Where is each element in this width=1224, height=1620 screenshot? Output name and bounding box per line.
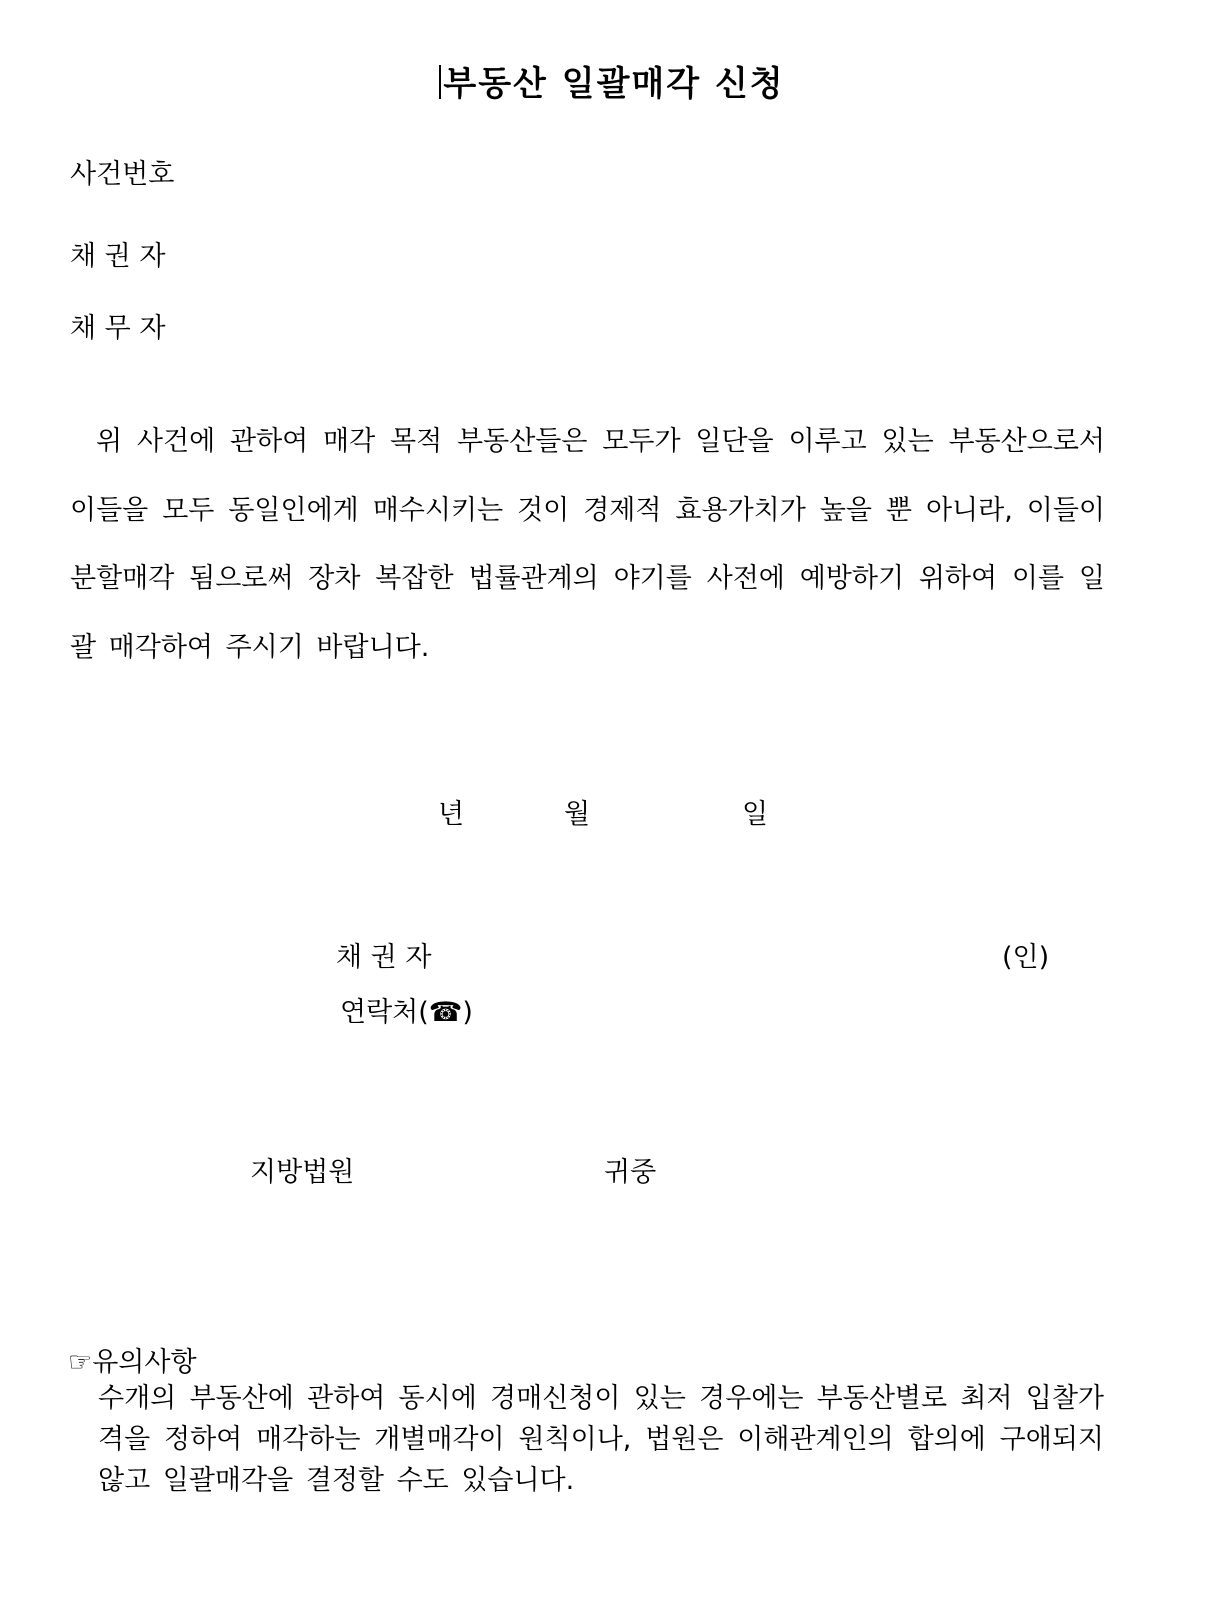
case-number-label: 사건번호 [70, 159, 175, 190]
notes-text: 수개의 부동산에 관하여 동시에 경매신청이 있는 경우에는 부동산별로 최저 입찰가격을 정하여 매각하는 개별매각이 원칙이나, 법원은 이해관계인의 합의에 구애되지 않고 일괄매각을 결정할 수도 있습니다. [98, 1383, 1104, 1496]
contact-label: 연락처(☎) [340, 997, 473, 1028]
notes-title: ☞유의사항 [68, 1347, 197, 1378]
text-cursor [439, 65, 441, 99]
creditor-label: 채 권 자 [70, 241, 166, 272]
document-title: 부동산 일괄매각 신청 [443, 64, 785, 104]
request-body-text: 위 사건에 관하여 매각 목적 부동산들은 모두가 일단을 이루고 있는 부동산으로서 이들을 모두 동일인에게 매수시키는 것이 경제적 효용가치가 높을 뿐 아니라, 이들이 분할매각 됨으로써 장차 복잡한 법률관계의 야기를 사전에 예방하기 위하여 이를 일괄 매각하여 주시기 바랍니다. [70, 426, 1105, 663]
court-suffix-label: 귀중 [604, 1157, 657, 1188]
document-title-wrapper [0, 56, 1224, 105]
date-year-label: 년 [438, 799, 465, 830]
date-month-label: 월 [564, 799, 591, 830]
debtor-label: 채 무 자 [70, 313, 166, 344]
date-day-label: 일 [742, 799, 769, 830]
court-name-label: 지방법원 [250, 1157, 355, 1188]
signature-creditor-label: 채 권 자 [336, 942, 432, 973]
seal-mark: (인) [1002, 942, 1050, 973]
